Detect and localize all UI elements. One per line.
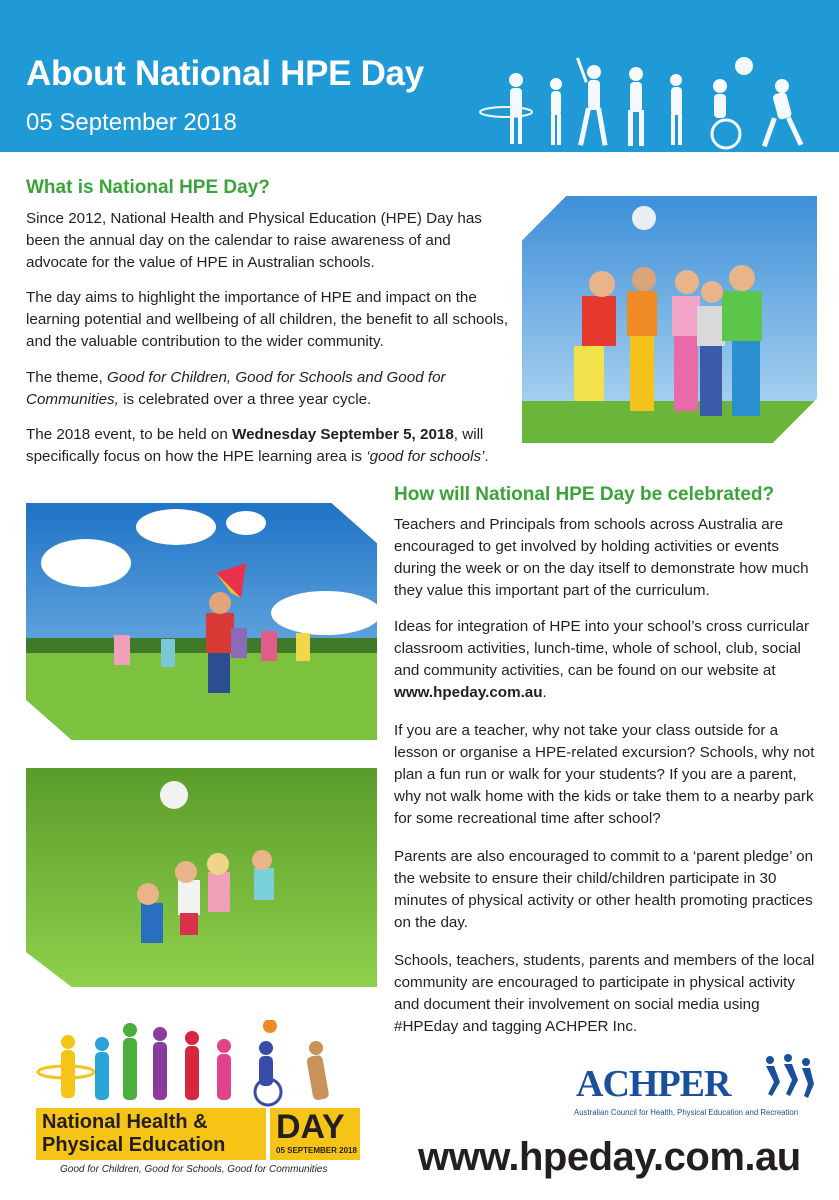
theme-prefix: The theme, [26, 369, 108, 386]
footer-website-url[interactable]: www.hpeday.com.au [418, 1135, 801, 1179]
national-hpe-day-logo [26, 1020, 356, 1180]
page-title: About National HPE Day [26, 54, 424, 93]
logo-text-box [36, 1108, 266, 1160]
event-focus: ‘good for schools’ [366, 448, 485, 465]
paragraph-theme [26, 367, 511, 411]
achper-figures-icon [758, 1052, 818, 1104]
section-heading-what-is: What is National HPE Day? [26, 177, 270, 198]
event-middle: , will specifically focus on how the HPE learning area is [26, 426, 484, 465]
website-link[interactable]: www.hpeday.com.au [394, 684, 543, 701]
photo-children-throwing-ball [26, 768, 377, 987]
event-prefix: The 2018 event, to be held on [26, 426, 233, 443]
logo-tagline: Good for Children, Good for Schools, Good for Communities [60, 1164, 328, 1175]
paragraph-since-2012: Since 2012, National Health and Physical Education (HPE) Day has been the annual day on the calendar to raise awareness of and advocate for the value of HPE in Australian schools. [26, 210, 482, 271]
paragraph-ideas-integration [394, 616, 819, 704]
theme-text: Good for Children, Good for Schools and Good for Communities, [26, 369, 446, 408]
photo-children-reaching-ball [522, 196, 817, 443]
section-heading-how-celebrated: How will National HPE Day be celebrated? [394, 484, 775, 505]
logo-day-box [270, 1108, 360, 1160]
logo-day: DAY [276, 1108, 345, 1146]
ideas-text: Ideas for integration of HPE into your school’s cross curricular classroom activities, lunch-time, whole of school, club, social and community activities, can be found on our website at [394, 618, 810, 679]
logo-day-date: 05 SEPTEMBER 2018 [276, 1146, 357, 1155]
children-silhouettes-graphic [476, 52, 816, 152]
logo-silhouettes-graphic [26, 1020, 356, 1108]
paragraph-teacher-ideas: If you are a teacher, why not take your class outside for a lesson or organise a HPE-related excursion? Schools, why not plan a fun run or walk for your students? If you are a parent, why not walk home with the kids or take them to a nearby park for some recreational time after school? [394, 722, 815, 827]
logo-line2: Physical Education [42, 1134, 226, 1156]
paragraph-day-aims: The day aims to highlight the importance of HPE and impact on the learning potential and wellbeing of all children, the benefit to all schools, and the valuable contribution to the wider community. [26, 289, 509, 350]
photo-children-running-kite [26, 503, 377, 740]
achper-logo [572, 1052, 822, 1122]
event-end: . [484, 448, 489, 465]
achper-full-name: Australian Council for Health, Physical Education and Recreation [574, 1108, 799, 1117]
ideas-end: . [542, 684, 547, 701]
header-banner [0, 0, 839, 152]
paragraph-social-media: Schools, teachers, students, parents and members of the local community are encouraged to participate in physical activity and document their involvement on social media using #HPEday and tagging ACHPER Inc. [394, 952, 815, 1035]
theme-suffix: is celebrated over a three year cycle. [118, 391, 372, 408]
paragraph-2018-event [26, 424, 511, 468]
logo-line1: National Health & [42, 1111, 208, 1133]
paragraph-teachers-principals: Teachers and Principals from schools across Australia are encouraged to get involved by holding activities or events during the week or on the day itself to demonstrate how much they value this important part of the curriculum. [394, 516, 809, 599]
paragraph-parent-pledge: Parents are also encouraged to commit to a ‘parent pledge’ on the website to ensure their child/children participate in 30 minutes of physical activity or other health promoting practices on the day. [394, 848, 814, 931]
event-date: 05 September 2018 [26, 109, 237, 136]
achper-wordmark: ACHPER [576, 1063, 731, 1105]
event-date-bold: Wednesday September 5, 2018 [232, 426, 454, 443]
